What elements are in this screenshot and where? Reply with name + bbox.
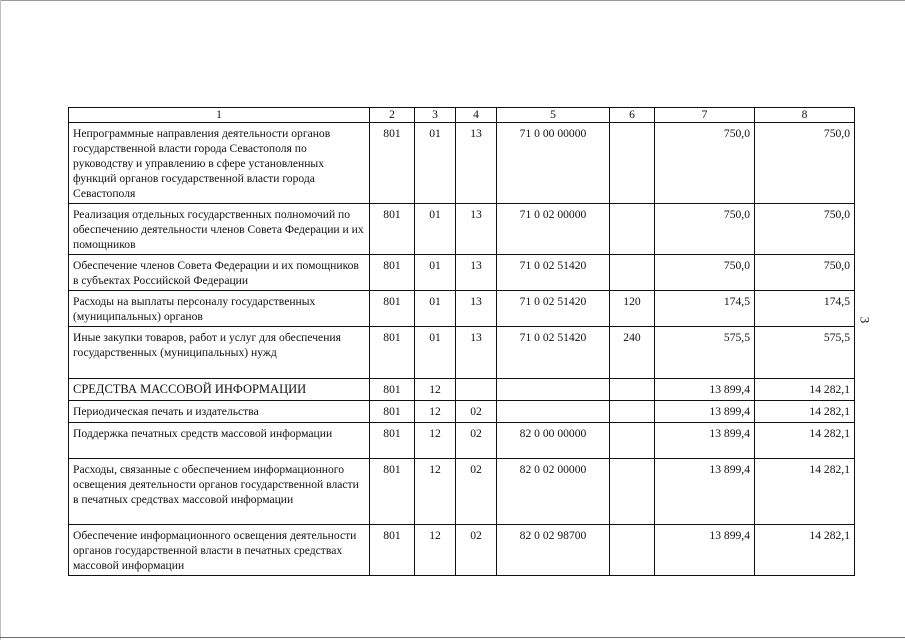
- row-vr: [610, 525, 655, 576]
- row-sum-1: 174,5: [655, 291, 755, 327]
- row-sum-1: 13 899,4: [655, 401, 755, 423]
- row-ved: 801: [370, 291, 415, 327]
- row-rz: 01: [415, 291, 456, 327]
- row-rz: 12: [415, 459, 456, 525]
- row-vr: [610, 423, 655, 459]
- row-rz: 12: [415, 525, 456, 576]
- row-pr: 02: [456, 525, 497, 576]
- row-csr: 71 0 02 51420: [497, 327, 610, 379]
- header-col-3: 3: [415, 108, 456, 123]
- row-name: Обеспечение членов Совета Федерации и их помощников в субъектах Российской Федерации: [69, 255, 370, 291]
- row-csr: 82 0 00 00000: [497, 423, 610, 459]
- row-csr: 71 0 02 51420: [497, 255, 610, 291]
- row-sum-2: 575,5: [755, 327, 855, 379]
- row-name: Расходы на выплаты персоналу государственных (муниципальных) органов: [69, 291, 370, 327]
- header-col-5: 5: [497, 108, 610, 123]
- header-col-1: 1: [69, 108, 370, 123]
- row-sum-2: 14 282,1: [755, 401, 855, 423]
- row-sum-1: 13 899,4: [655, 423, 755, 459]
- row-pr: 02: [456, 459, 497, 525]
- row-rz: 01: [415, 255, 456, 291]
- header-col-4: 4: [456, 108, 497, 123]
- table-row: [69, 327, 855, 379]
- row-pr: [456, 379, 497, 401]
- header-col-8: 8: [755, 108, 855, 123]
- row-name: Расходы, связанные с обеспечением информационного освещения деятельности органов государственной власти в печатных средствах массовой информации: [69, 459, 370, 525]
- row-ved: 801: [370, 423, 415, 459]
- row-name: Непрограммные направления деятельности органов государственной власти города Севастополя по руководству и управлению в сфере установленных функций органов государственной власти города Севастополя: [69, 123, 370, 204]
- table-row: [69, 123, 855, 204]
- row-vr: [610, 401, 655, 423]
- row-sum-2: 14 282,1: [755, 525, 855, 576]
- row-sum-1: 13 899,4: [655, 459, 755, 525]
- row-vr: 240: [610, 327, 655, 379]
- row-vr: [610, 459, 655, 525]
- table-row: [69, 255, 855, 291]
- header-col-2: 2: [370, 108, 415, 123]
- row-csr: [497, 379, 610, 401]
- row-vr: [610, 123, 655, 204]
- row-sum-2: 750,0: [755, 123, 855, 204]
- table-row: [69, 423, 855, 459]
- row-sum-2: 750,0: [755, 255, 855, 291]
- row-sum-2: 750,0: [755, 204, 855, 255]
- row-ved: 801: [370, 459, 415, 525]
- row-name: Реализация отдельных государственных полномочий по обеспечению деятельности членов Совета Федерации и их помощников: [69, 204, 370, 255]
- table-row: [69, 401, 855, 423]
- page-number: 3: [857, 316, 873, 324]
- table-row: [69, 379, 855, 401]
- row-pr: 13: [456, 255, 497, 291]
- row-csr: 82 0 02 00000: [497, 459, 610, 525]
- row-rz: 12: [415, 379, 456, 401]
- row-vr: [610, 379, 655, 401]
- row-sum-1: 750,0: [655, 204, 755, 255]
- row-sum-2: 174,5: [755, 291, 855, 327]
- row-ved: 801: [370, 401, 415, 423]
- row-rz: 01: [415, 204, 456, 255]
- row-rz: 12: [415, 401, 456, 423]
- row-sum-2: 14 282,1: [755, 423, 855, 459]
- row-sum-2: 14 282,1: [755, 459, 855, 525]
- row-pr: 02: [456, 401, 497, 423]
- row-vr: [610, 255, 655, 291]
- table-row: [69, 204, 855, 255]
- row-csr: 71 0 02 00000: [497, 204, 610, 255]
- scan-edge-top: [0, 0, 905, 1]
- row-pr: 02: [456, 423, 497, 459]
- row-pr: 13: [456, 123, 497, 204]
- row-pr: 13: [456, 327, 497, 379]
- table-row: [69, 291, 855, 327]
- row-csr: [497, 401, 610, 423]
- row-csr: 71 0 00 00000: [497, 123, 610, 204]
- row-rz: 01: [415, 123, 456, 204]
- row-rz: 12: [415, 423, 456, 459]
- row-vr: 120: [610, 291, 655, 327]
- row-rz: 01: [415, 327, 456, 379]
- scan-edge-left: [0, 0, 1, 640]
- row-ved: 801: [370, 204, 415, 255]
- header-col-7: 7: [655, 108, 755, 123]
- row-name: Обеспечение информационного освещения деятельности органов государственной власти в печатных средствах массовой информации: [69, 525, 370, 576]
- row-sum-1: 750,0: [655, 123, 755, 204]
- row-ved: 801: [370, 123, 415, 204]
- table-row: [69, 459, 855, 525]
- header-row: [69, 108, 855, 123]
- row-sum-1: 750,0: [655, 255, 755, 291]
- row-ved: 801: [370, 327, 415, 379]
- row-pr: 13: [456, 204, 497, 255]
- row-name: СРЕДСТВА МАССОВОЙ ИНФОРМАЦИИ: [69, 379, 370, 401]
- row-sum-1: 13 899,4: [655, 525, 755, 576]
- budget-table: [68, 107, 855, 576]
- row-sum-1: 13 899,4: [655, 379, 755, 401]
- row-name: Периодическая печать и издательства: [69, 401, 370, 423]
- header-col-6: 6: [610, 108, 655, 123]
- row-ved: 801: [370, 379, 415, 401]
- row-sum-2: 14 282,1: [755, 379, 855, 401]
- row-pr: 13: [456, 291, 497, 327]
- row-name: Иные закупки товаров, работ и услуг для обеспечения государственных (муниципальных) нужд: [69, 327, 370, 379]
- row-ved: 801: [370, 255, 415, 291]
- row-csr: 71 0 02 51420: [497, 291, 610, 327]
- row-csr: 82 0 02 98700: [497, 525, 610, 576]
- row-vr: [610, 204, 655, 255]
- table-row: [69, 525, 855, 576]
- row-ved: 801: [370, 525, 415, 576]
- row-name: Поддержка печатных средств массовой информации: [69, 423, 370, 459]
- scan-edge-bottom: [0, 637, 905, 638]
- row-sum-1: 575,5: [655, 327, 755, 379]
